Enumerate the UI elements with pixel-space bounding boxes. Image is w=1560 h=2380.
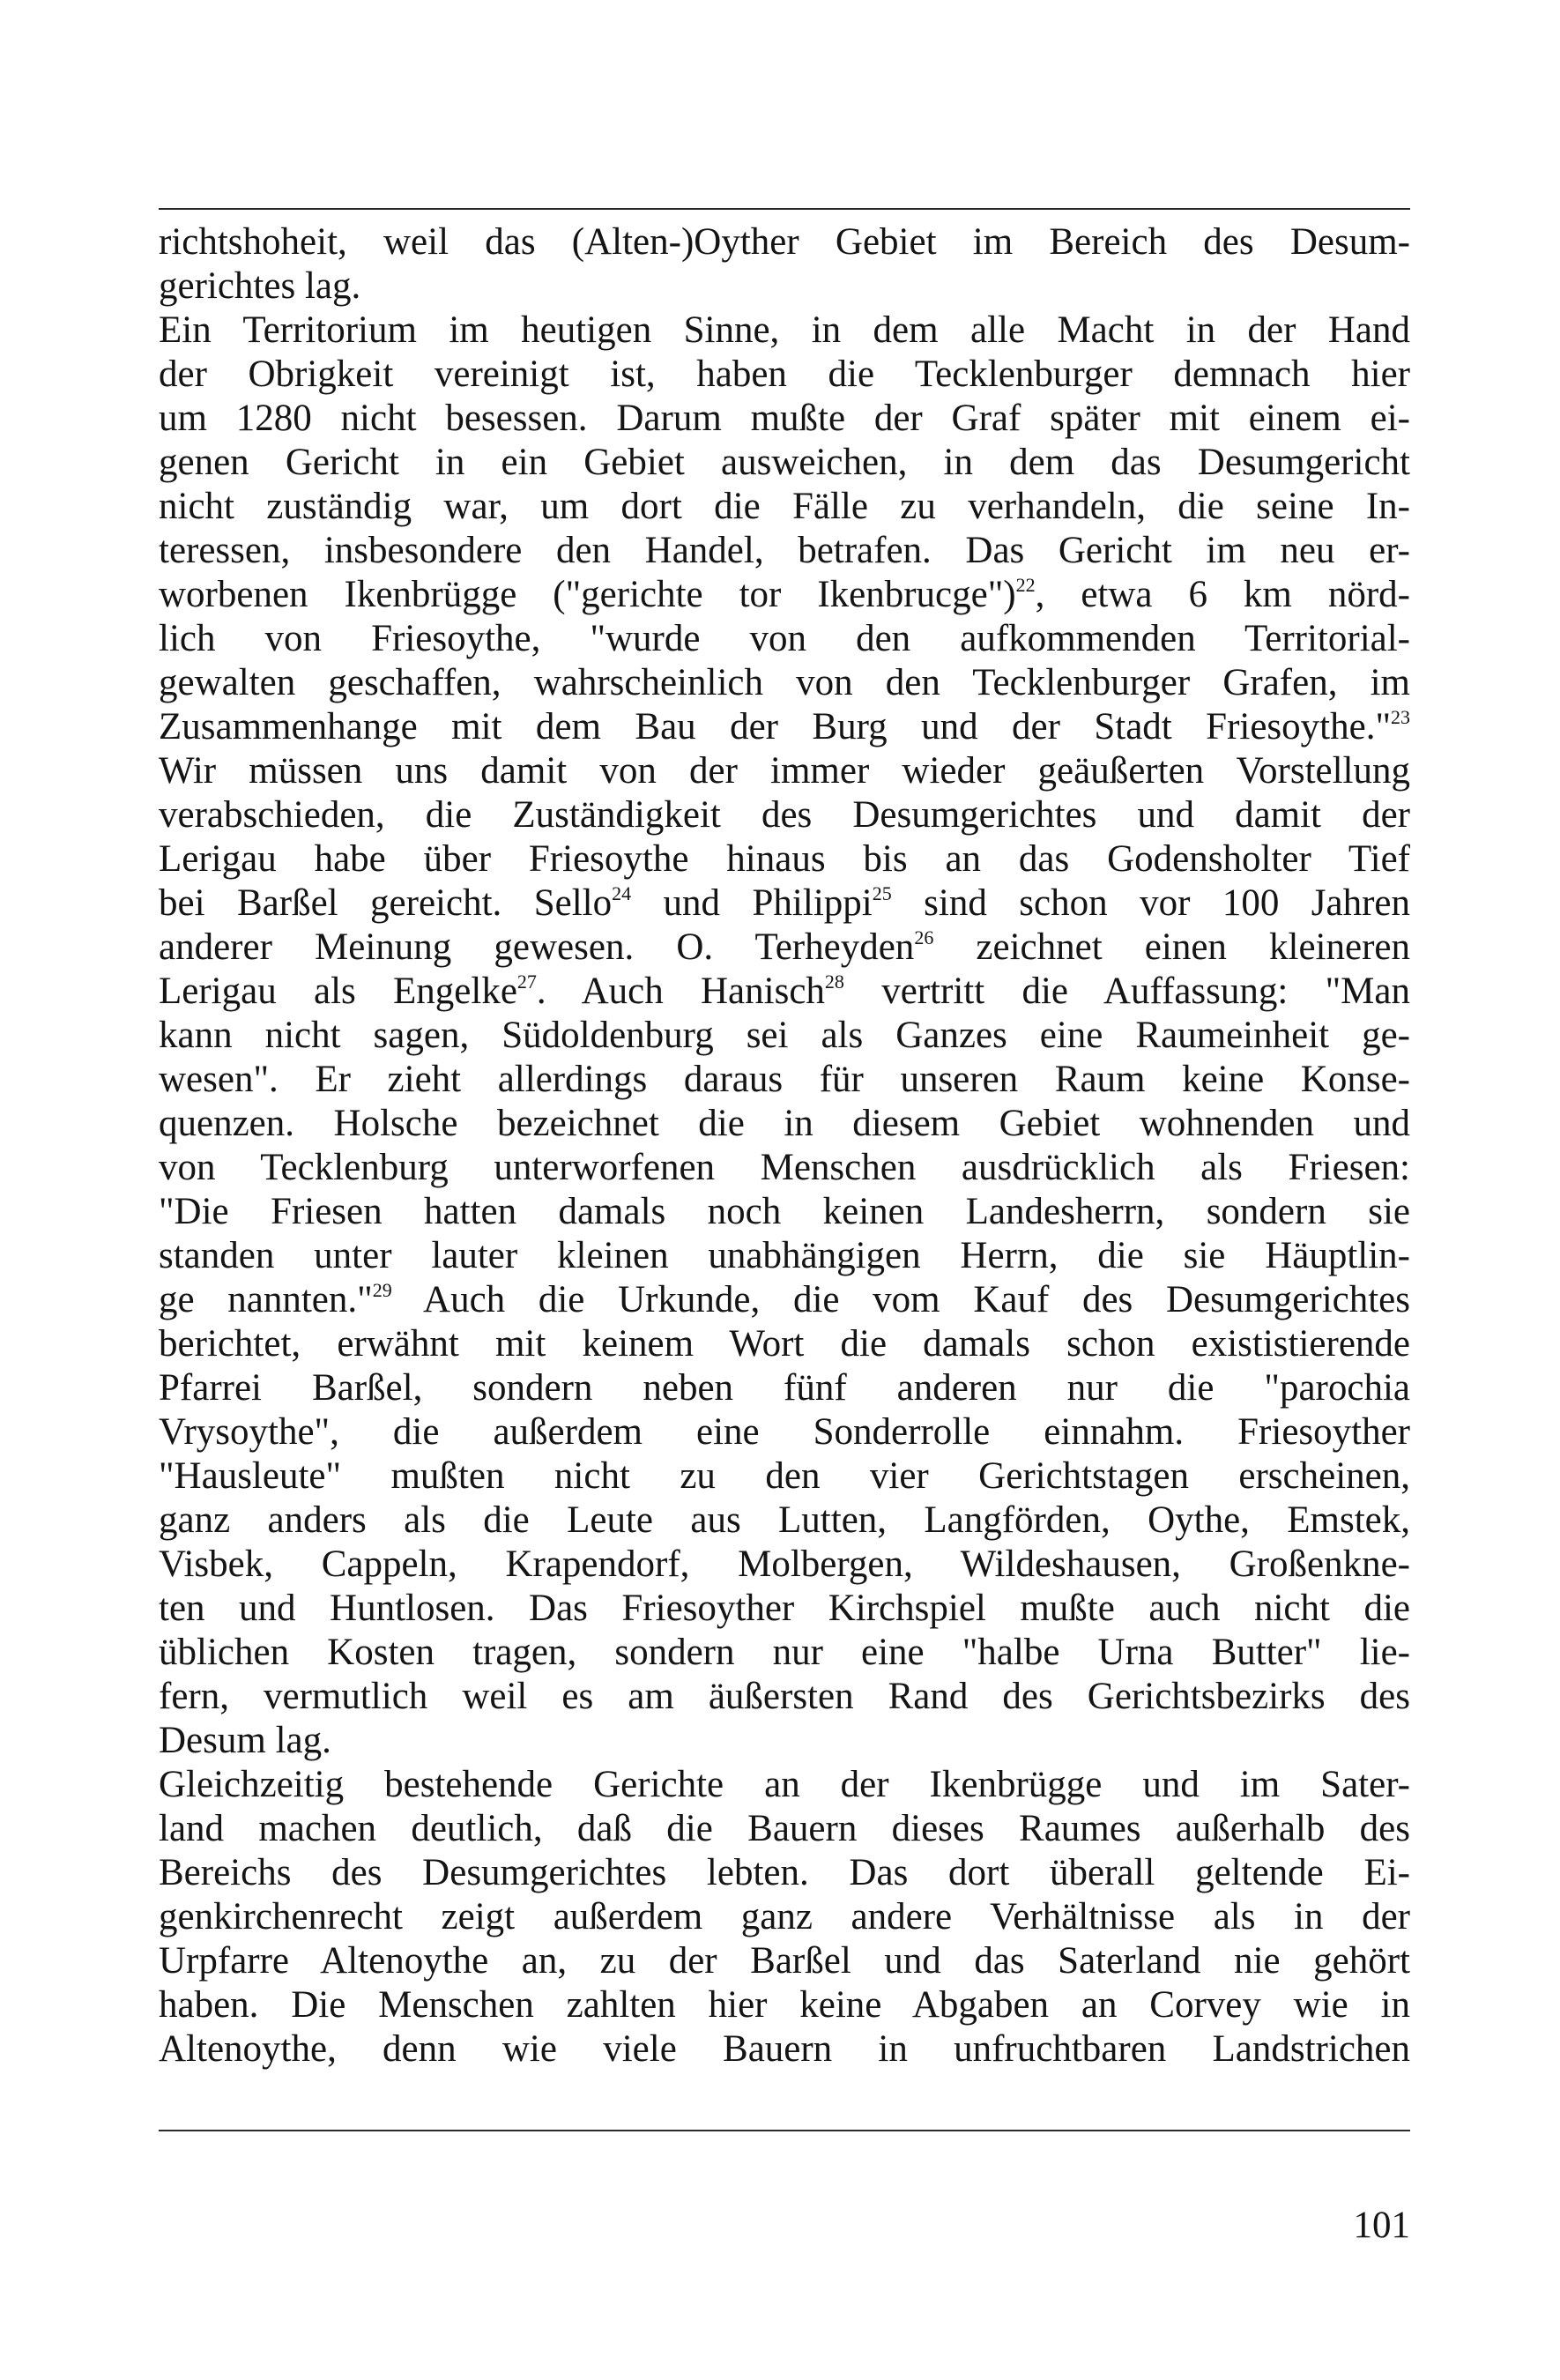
text-line bbox=[159, 1014, 1410, 1058]
text-line bbox=[159, 970, 1410, 1014]
text-line bbox=[159, 1102, 1410, 1146]
text-run: verabschieden, die Zuständigkeit des Desumgerichtes und damit der bbox=[159, 794, 1410, 836]
text-line bbox=[159, 1675, 1410, 1719]
text-run: , etwa 6 km nörd- bbox=[1035, 574, 1410, 615]
text-run: der Obrigkeit vereinigt ist, haben die Tecklenburger demnach hier bbox=[159, 353, 1410, 395]
text-run: Ein Territorium im heutigen Sinne, in dem alle Macht in der Hand bbox=[159, 309, 1410, 351]
text-run: sind schon vor 100 Jahren bbox=[891, 882, 1411, 924]
text-line bbox=[159, 1190, 1410, 1234]
text-run: zeichnet einen kleineren bbox=[933, 926, 1410, 968]
text-run: Zusammenhange mit dem Bau der Burg und der Stadt Friesoythe." bbox=[159, 706, 1391, 747]
text-line bbox=[159, 881, 1410, 926]
text-line bbox=[159, 1058, 1410, 1102]
text-line bbox=[159, 661, 1410, 705]
text-run: worbenen Ikenbrügge ("gerichte tor Ikenbrucge") bbox=[159, 574, 1016, 615]
text-line bbox=[159, 220, 1410, 264]
footer-rule bbox=[159, 2130, 1410, 2131]
footnote-marker: 23 bbox=[1391, 706, 1410, 728]
footnote-marker: 25 bbox=[872, 882, 892, 904]
text-run: Auch die Urkunde, die vom Kauf des Desumgerichtes bbox=[391, 1279, 1410, 1320]
footnote-marker: 26 bbox=[914, 926, 934, 948]
text-line bbox=[159, 926, 1410, 970]
text-run: vertritt die Auffassung: "Man bbox=[843, 971, 1410, 1012]
text-line bbox=[159, 705, 1410, 749]
text-run: um 1280 nicht besessen. Darum mußte der Graf später mit einem ei- bbox=[159, 398, 1410, 439]
footnote-marker: 28 bbox=[824, 971, 844, 993]
text-run: ten und Huntlosen. Das Friesoyther Kirchspiel mußte auch nicht die bbox=[159, 1588, 1410, 1629]
text-line bbox=[159, 309, 1410, 353]
text-run: von Tecklenburg unterworfenen Menschen ausdrücklich als Friesen: bbox=[159, 1147, 1410, 1188]
text-run: "Die Friesen hatten damals noch keinen Landesherrn, sondern sie bbox=[159, 1191, 1410, 1232]
text-line bbox=[159, 1366, 1410, 1410]
text-line bbox=[159, 1983, 1410, 2027]
page-number: 101 bbox=[1353, 2205, 1410, 2246]
text-run: Altenoythe, denn wie viele Bauern in unfruchtbaren Landstrichen bbox=[159, 2028, 1410, 2070]
text-line bbox=[159, 837, 1410, 881]
text-run: Wir müssen uns damit von der immer wieder geäußerten Vorstellung bbox=[159, 750, 1410, 792]
text-line bbox=[159, 1851, 1410, 1895]
text-line bbox=[159, 353, 1410, 397]
text-run: lich von Friesoythe, "wurde von den aufkommenden Territorial- bbox=[159, 618, 1410, 659]
text-line bbox=[159, 441, 1410, 485]
text-line bbox=[159, 1543, 1410, 1587]
body-text bbox=[159, 220, 1410, 2071]
text-line bbox=[159, 749, 1410, 793]
text-line bbox=[159, 397, 1410, 441]
text-line bbox=[159, 1631, 1410, 1675]
text-run: Visbek, Cappeln, Krapendorf, Molbergen, Wildeshausen, Großenkne- bbox=[159, 1543, 1410, 1585]
text-line bbox=[159, 1719, 1410, 1763]
text-run: wesen". Er zieht allerdings daraus für unseren Raum keine Konse- bbox=[159, 1059, 1410, 1100]
text-line bbox=[159, 1499, 1410, 1543]
text-line bbox=[159, 1278, 1410, 1322]
text-run: kann nicht sagen, Südoldenburg sei als Ganzes eine Raumeinheit ge- bbox=[159, 1015, 1410, 1056]
text-run: gewalten geschaffen, wahrscheinlich von den Tecklenburger Grafen, im bbox=[159, 662, 1410, 703]
text-run: haben. Die Menschen zahlten hier keine Abgaben an Corvey wie in bbox=[159, 1984, 1410, 2026]
text-run: Desum lag. bbox=[159, 1720, 331, 1761]
text-line bbox=[159, 1234, 1410, 1278]
footnote-marker: 22 bbox=[1015, 574, 1036, 596]
text-line bbox=[159, 485, 1410, 529]
text-line bbox=[159, 793, 1410, 837]
text-run: genkirchenrecht zeigt außerdem ganz andere Verhältnisse als in der bbox=[159, 1896, 1410, 1937]
text-line bbox=[159, 1322, 1410, 1366]
text-run: anderer Meinung gewesen. O. Terheyden bbox=[159, 926, 915, 968]
text-run: gerichtes lag. bbox=[159, 265, 361, 307]
text-line bbox=[159, 1454, 1410, 1499]
text-run: üblichen Kosten tragen, sondern nur eine "halbe Urna Butter" lie- bbox=[159, 1632, 1410, 1673]
text-run: . Auch Hanisch bbox=[536, 971, 825, 1012]
text-run: richtshoheit, weil das (Alten-)Oyther Gebiet im Bereich des Desum- bbox=[159, 221, 1410, 263]
footnote-marker: 29 bbox=[372, 1279, 392, 1301]
text-run: genen Gericht in ein Gebiet ausweichen, in dem das Desumgericht bbox=[159, 442, 1410, 483]
text-line bbox=[159, 529, 1410, 573]
text-run: Vrysoythe", die außerdem eine Sonderrolle einnahm. Friesoyther bbox=[159, 1411, 1410, 1453]
text-line bbox=[159, 1939, 1410, 1983]
text-line bbox=[159, 1763, 1410, 1807]
text-run: und Philippi bbox=[631, 882, 873, 924]
text-run: nicht zuständig war, um dort die Fälle zu verhandeln, die seine In- bbox=[159, 486, 1410, 527]
text-line bbox=[159, 617, 1410, 661]
text-run: fern, vermutlich weil es am äußersten Rand des Gerichtsbezirks des bbox=[159, 1676, 1410, 1717]
text-line bbox=[159, 2027, 1410, 2071]
text-run: ganz anders als die Leute aus Lutten, Langförden, Oythe, Emstek, bbox=[159, 1499, 1410, 1541]
text-run: Bereichs des Desumgerichtes lebten. Das dort überall geltende Ei- bbox=[159, 1852, 1410, 1893]
footnote-marker: 27 bbox=[516, 971, 537, 993]
text-line bbox=[159, 1410, 1410, 1454]
text-run: Gleichzeitig bestehende Gerichte an der Ikenbrügge und im Sater- bbox=[159, 1764, 1410, 1805]
text-run: Lerigau habe über Friesoythe hinaus bis an das Godensholter Tief bbox=[159, 838, 1410, 880]
text-line bbox=[159, 1587, 1410, 1631]
text-run: quenzen. Holsche bezeichnet die in diesem Gebiet wohnenden und bbox=[159, 1103, 1410, 1144]
text-run: land machen deutlich, daß die Bauern dieses Raumes außerhalb des bbox=[159, 1808, 1410, 1849]
text-run: bei Barßel gereicht. Sello bbox=[159, 882, 613, 924]
text-run: "Hausleute" mußten nicht zu den vier Gerichtstagen erscheinen, bbox=[159, 1455, 1410, 1497]
text-line bbox=[159, 1146, 1410, 1190]
text-run: berichtet, erwähnt mit keinem Wort die damals schon exististierende bbox=[159, 1323, 1410, 1365]
footnote-marker: 24 bbox=[612, 882, 632, 904]
header-rule bbox=[159, 208, 1410, 210]
text-line bbox=[159, 264, 1410, 309]
text-run: Urpfarre Altenoythe an, zu der Barßel und das Saterland nie gehört bbox=[159, 1940, 1410, 1982]
text-run: Lerigau als Engelke bbox=[159, 971, 517, 1012]
text-run: standen unter lauter kleinen unabhängigen Herrn, die sie Häuptlin- bbox=[159, 1235, 1410, 1276]
text-line bbox=[159, 573, 1410, 617]
text-line bbox=[159, 1807, 1410, 1851]
text-line bbox=[159, 1895, 1410, 1939]
text-run: Pfarrei Barßel, sondern neben fünf anderen nur die "parochia bbox=[159, 1367, 1410, 1409]
text-run: ge nannten." bbox=[159, 1279, 373, 1320]
text-run: teressen, insbesondere den Handel, betrafen. Das Gericht im neu er- bbox=[159, 530, 1410, 571]
